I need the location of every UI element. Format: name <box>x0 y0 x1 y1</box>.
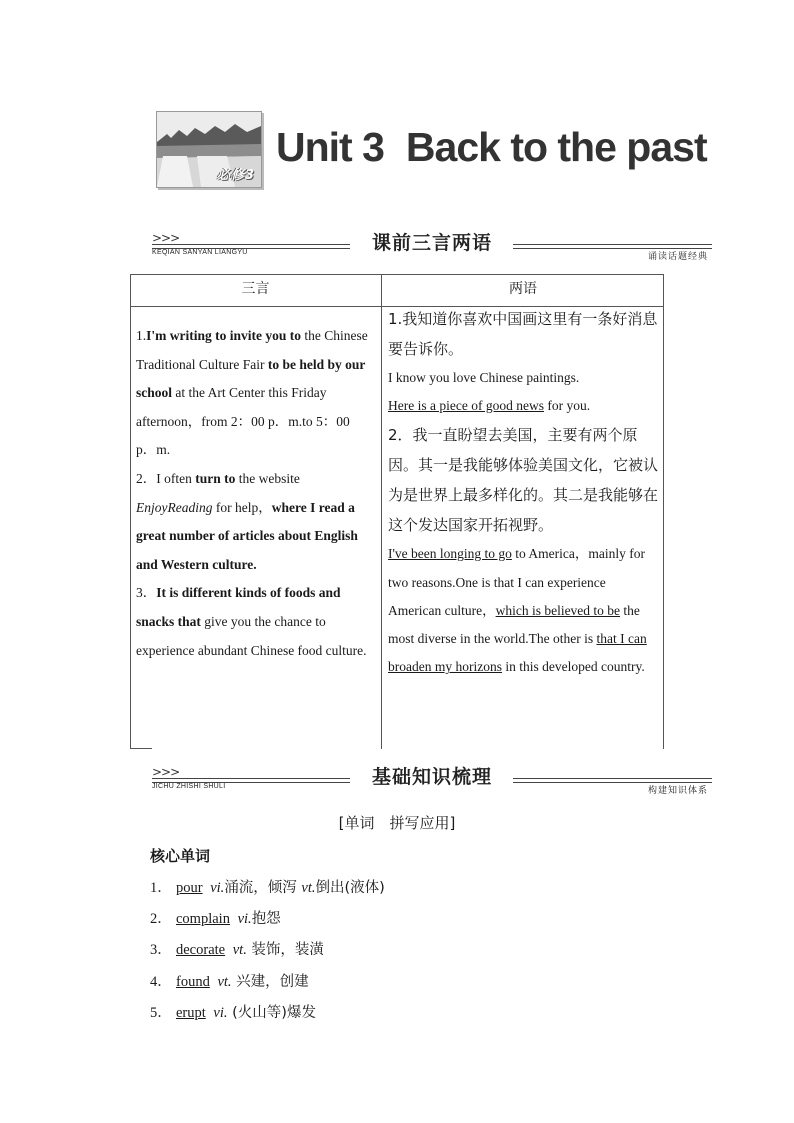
section-tagline: 诵读话题经典 <box>647 252 708 262</box>
sentence-3: 3．It is different kinds of foods and snacks that give you the chance to experience abundant Chinese food culture. <box>136 585 367 658</box>
english-sentence-2: I've been longing to go to America，mainly for two reasons.One is that I can experience American culture，which is believed to be the most diverse in the world.The other is that I can broaden my horizons in this developed country. <box>388 546 647 675</box>
unit-badge-image <box>156 111 262 188</box>
unit-number: Unit 3 <box>276 124 384 170</box>
vocab-number: 2． <box>150 911 172 928</box>
sentence-2: 2．I often turn to the website EnjoyReading for help，where I read a great number of articles about English and Western culture. <box>136 470 358 572</box>
part-of-speech: vi. <box>206 880 225 896</box>
vocab-word: decorate <box>176 942 226 959</box>
vocab-item <box>150 876 385 907</box>
part-of-speech: vi. <box>209 1004 228 1021</box>
sentence-1: 1.I'm writing to invite you to the Chinese Traditional Culture Fair to be held by our school at the Art Center this Friday afternoon，from 2：00 p．m.to 5：00 p．m. <box>136 328 368 458</box>
section-title: 课前三言两语 <box>371 232 492 254</box>
vocab-meaning: 兴建，创建 <box>231 973 309 990</box>
vocab-number: 4． <box>150 973 172 990</box>
vocab-meaning: 涌流，倾泻 <box>224 880 302 896</box>
column-header-liangyu: 两语 <box>509 281 537 297</box>
vocab-number: 3． <box>150 942 172 959</box>
section-title: 基础知识梳理 <box>371 766 492 788</box>
section-pinyin: JICHU ZHISHI SHULI <box>152 783 226 790</box>
part-of-speech: vt. <box>229 942 247 959</box>
vocab-list <box>150 876 385 1032</box>
vocab-word: pour <box>176 880 203 896</box>
page-title <box>276 124 707 171</box>
chinese-sentence-1: 1.我知道你喜欢中国画这里有一条好消息要告诉你。 <box>388 310 658 358</box>
english-sentence-1: I know you love Chinese paintings. Here is a piece of good news for you. <box>388 370 591 414</box>
part-of-speech: vt. <box>213 973 232 990</box>
vocab-number: 5． <box>150 1004 172 1021</box>
vocab-item <box>150 1001 385 1032</box>
phrases-table <box>130 274 664 749</box>
left-column-sentences <box>136 322 372 665</box>
section-bar-jichu <box>152 762 712 796</box>
chinese-sentence-2: 2．我一直盼望去美国，主要有两个原因。其一是我能够体验美国文化，它被认为是世界上最多样化的。其二是我能够在这个发达国家开拓视野。 <box>388 426 659 535</box>
section-pinyin: KEQIAN SANYAN LIANGYU <box>152 249 248 256</box>
unit-name: Back to the past <box>405 124 707 170</box>
part-of-speech: vi. <box>233 911 252 928</box>
vocab-word: found <box>176 973 210 990</box>
core-words-heading: 核心单词 <box>150 847 211 865</box>
chevrons-icon: >>> <box>152 231 180 245</box>
vocab-number: 1． <box>150 880 172 896</box>
vocab-word: complain <box>176 911 230 928</box>
vocab-meaning: 抱怨 <box>251 911 281 928</box>
section-bar-keqian <box>152 228 712 262</box>
right-column-translations <box>388 304 660 681</box>
vocab-word: erupt <box>176 1004 206 1021</box>
section-tagline: 构建知识体系 <box>647 786 708 796</box>
vocab-meaning: (火山等)爆发 <box>227 1004 316 1021</box>
vocab-meaning-2: 倒出(液体) <box>315 880 385 896</box>
vocab-item <box>150 938 385 969</box>
vocab-item <box>150 907 385 938</box>
vocab-subheading: [单词 拼写应用] <box>338 814 456 832</box>
chevrons-icon: >>> <box>152 765 180 779</box>
vocab-meaning: 装饰，装潢 <box>246 942 324 959</box>
badge-label: 必修3 <box>216 168 255 183</box>
column-header-sanyan: 三言 <box>241 281 270 297</box>
vocab-item <box>150 970 385 1001</box>
part-of-speech-2: vt. <box>301 880 316 896</box>
